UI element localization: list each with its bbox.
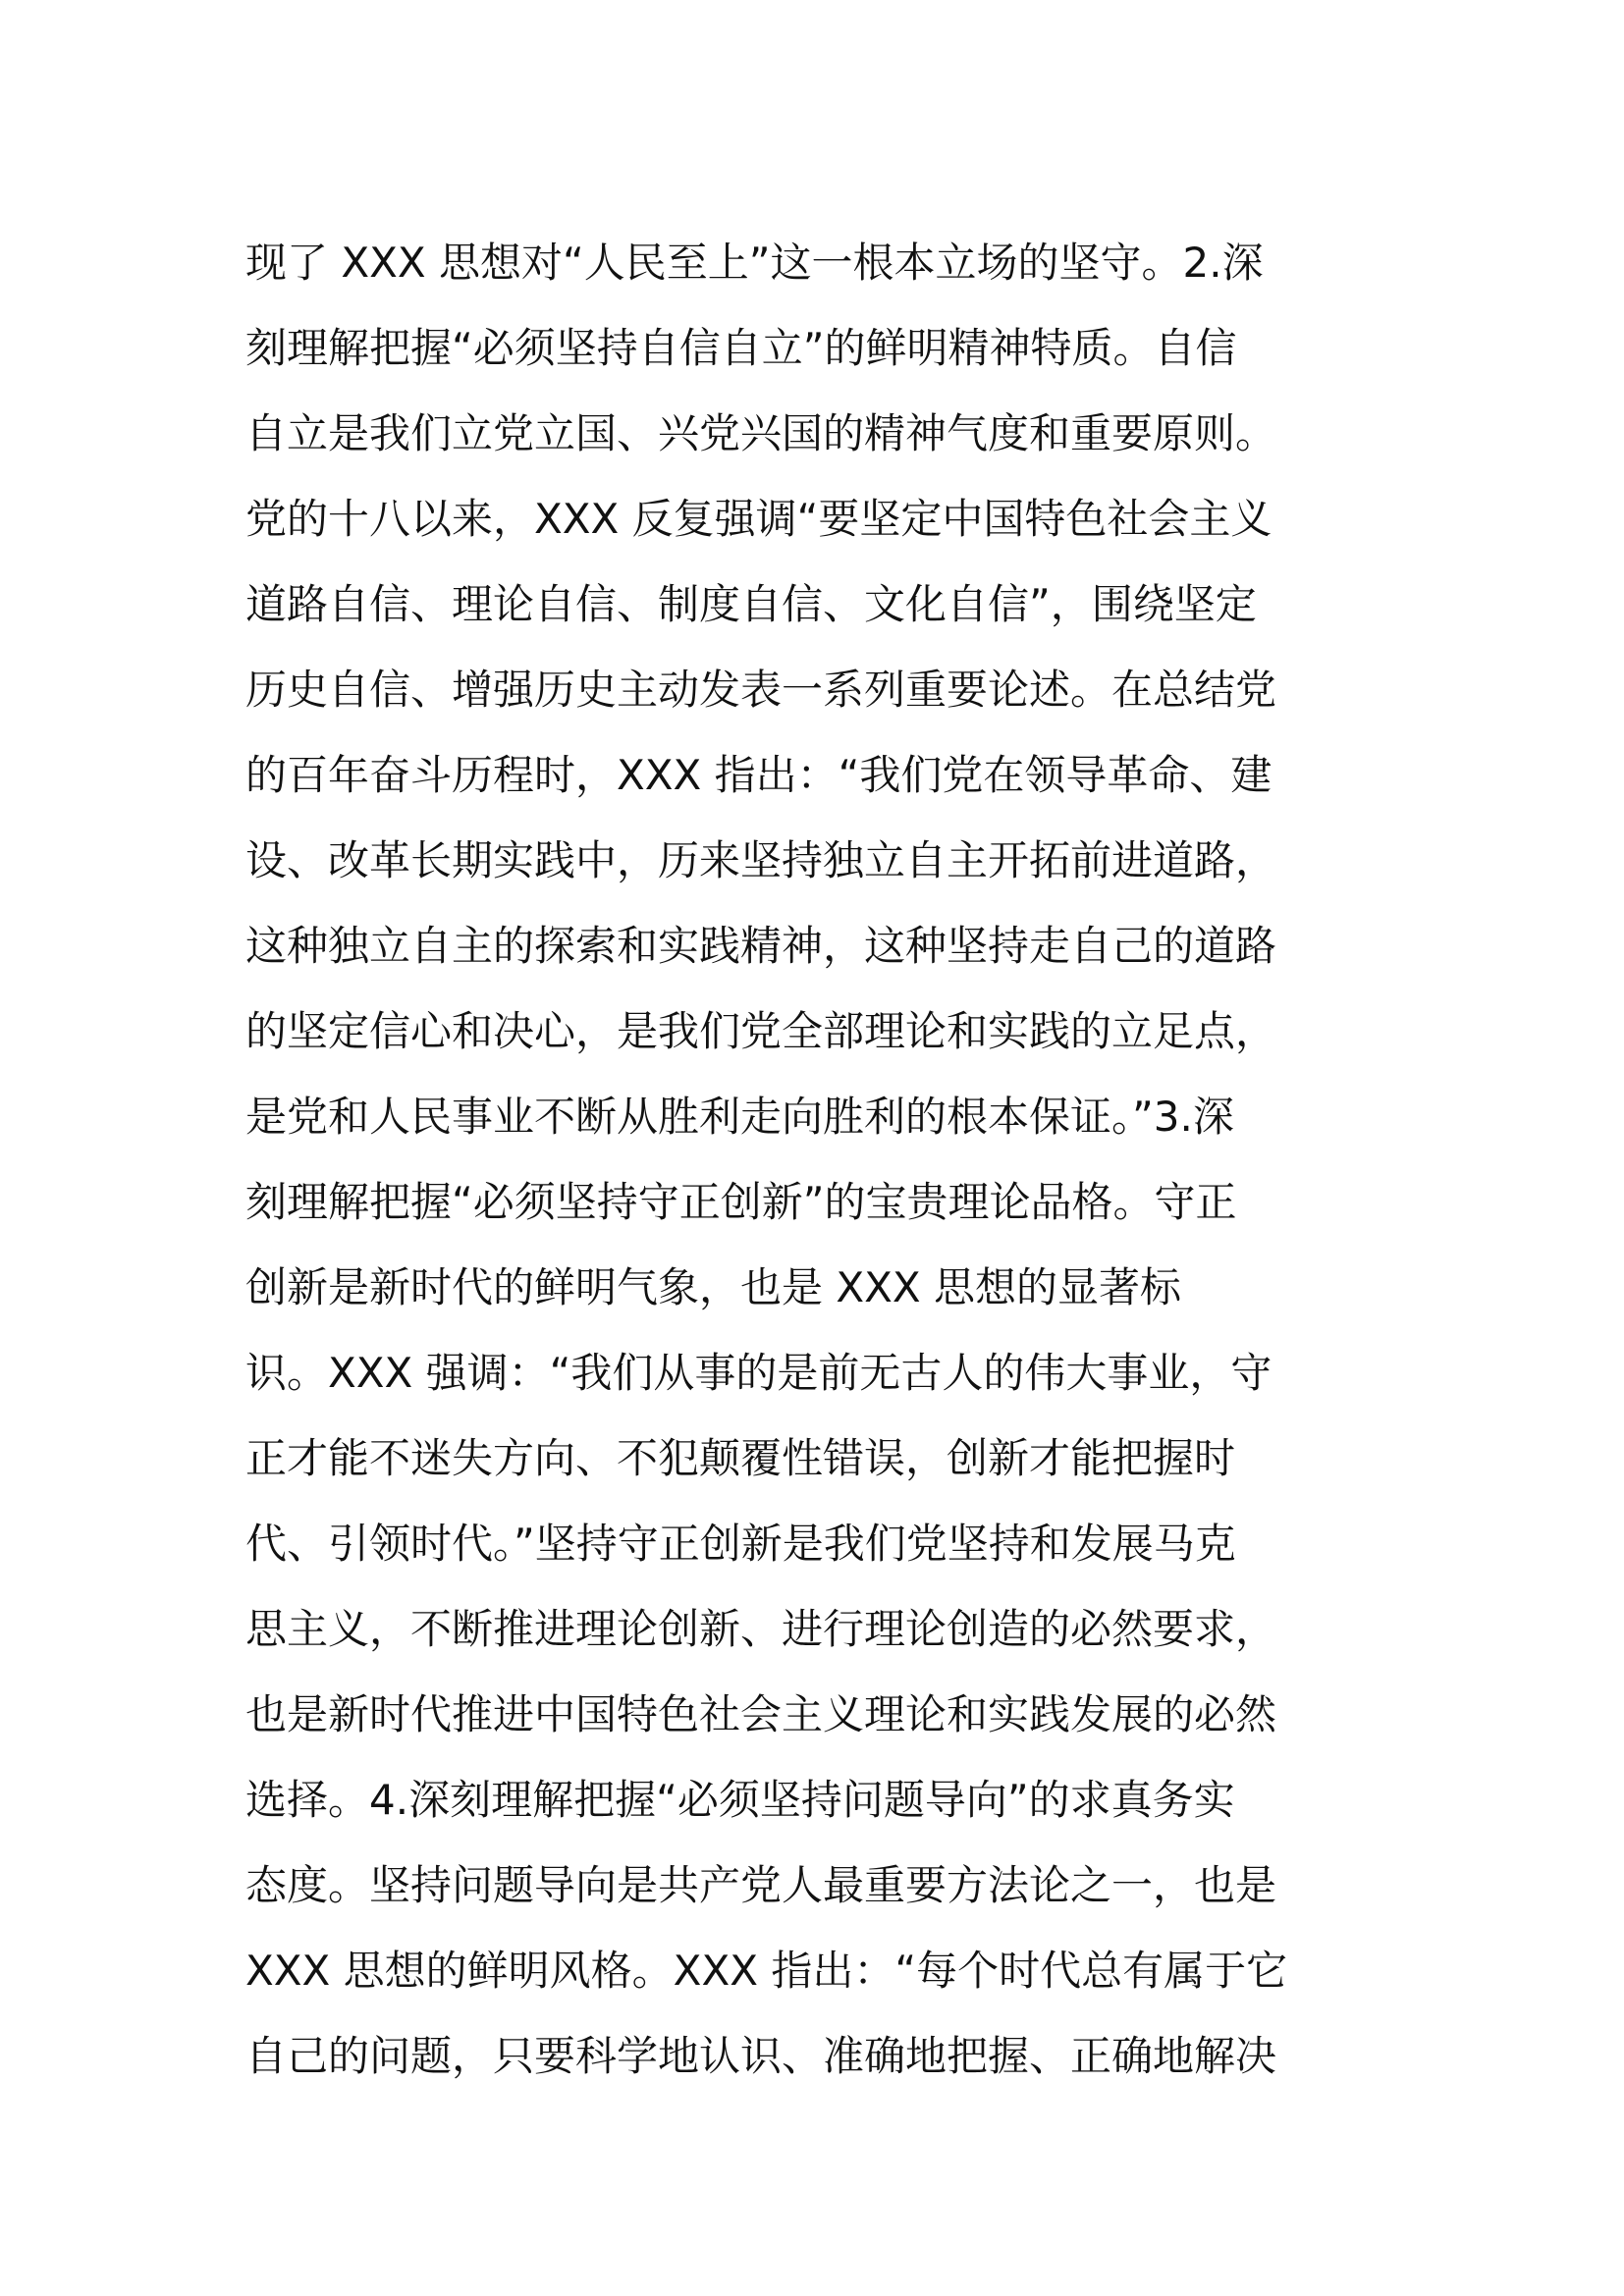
body-text <box>245 220 1404 2099</box>
text-line: 的坚定信心和决心，是我们党全部理论和实践的立足点， <box>245 1007 1277 1055</box>
text-line: 也是新时代推进中国特色社会主义理论和实践发展的必然 <box>245 1690 1277 1738</box>
text-line: 选择。4.深刻理解把握“必须坚持问题导向”的求真务实 <box>245 1776 1235 1824</box>
text-line: 态度。坚持问题导向是共产党人最重要方法论之一，也是 <box>245 1861 1277 1909</box>
text-line: 代、引领时代。”坚持守正创新是我们党坚持和发展马克 <box>245 1520 1236 1568</box>
text-line: 创新是新时代的鲜明气象，也是 XXX 思想的显著标 <box>245 1263 1182 1311</box>
text-line: 自立是我们立党立国、兴党兴国的精神气度和重要原则。 <box>245 409 1277 457</box>
text-line: 自己的问题，只要科学地认识、准确地把握、正确地解决 <box>245 2032 1277 2080</box>
text-line: 识。XXX 强调：“我们从事的是前无古人的伟大事业，守 <box>245 1349 1272 1397</box>
text-line: 是党和人民事业不断从胜利走向胜利的根本保证。”3.深 <box>245 1093 1234 1141</box>
text-line: 设、改革长期实践中，历来坚持独立自主开拓前进道路， <box>245 836 1277 884</box>
text-line: 正才能不迷失方向、不犯颠覆性错误，创新才能把握时 <box>245 1434 1236 1482</box>
text-line: 历史自信、增强历史主动发表一系列重要论述。在总结党 <box>245 666 1277 714</box>
text-line: XXX 思想的鲜明风格。XXX 指出：“每个时代总有属于它 <box>245 1947 1288 1995</box>
text-line: 刻理解把握“必须坚持守正创新”的宝贵理论品格。守正 <box>245 1178 1237 1226</box>
text-line: 思主义，不断推进理论创新、进行理论创造的必然要求， <box>245 1605 1277 1653</box>
text-line: 这种独立自主的探索和实践精神，这种坚持走自己的道路 <box>245 922 1277 970</box>
text-line: 现了 XXX 思想对“人民至上”这一根本立场的坚守。2.深 <box>245 239 1264 287</box>
text-line: 党的十八以来，XXX 反复强调“要坚定中国特色社会主义 <box>245 495 1272 543</box>
text-line: 道路自信、理论自信、制度自信、文化自信”，围绕坚定 <box>245 580 1257 628</box>
text-line: 的百年奋斗历程时，XXX 指出：“我们党在领导革命、建 <box>245 751 1272 799</box>
text-line: 刻理解把握“必须坚持自信自立”的鲜明精神特质。自信 <box>245 324 1237 372</box>
